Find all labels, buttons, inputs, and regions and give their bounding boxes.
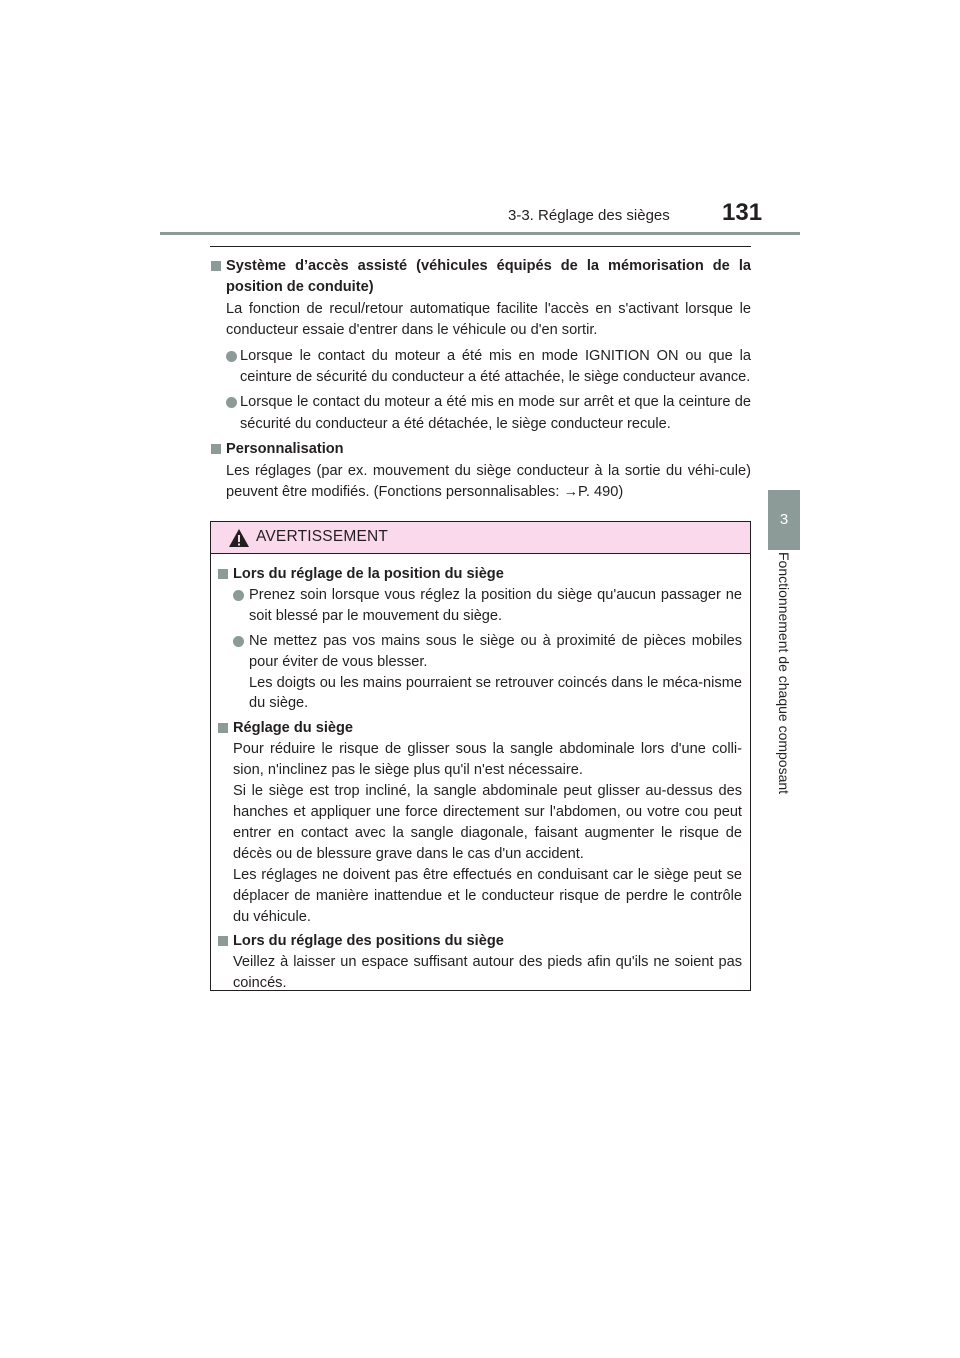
section-text: Les réglages (par ex. mouvement du siège conducteur à la sortie du véhi-cule) peuvent être modifiés. (Fonctions personnalisables: →P. 490) — [226, 462, 751, 501]
section-assisted-access — [210, 256, 751, 435]
list-item — [226, 346, 751, 389]
warning-paragraph: Pour réduire le risque de glisser sous la sangle abdominale lors d'une colli-sion, n'inclinez pas le siège plus qu'il n'est nécessaire. — [233, 741, 742, 779]
page-number: 131 — [722, 199, 763, 226]
section-text: La fonction de recul/retour automatique facilite l'accès en s'activant lorsque le conducteur essaie d'entrer dans le véhicule ou d'en sortir. — [226, 300, 751, 339]
chapter-title: Fonctionnement de chaque composant — [776, 552, 792, 795]
list-item-text: Prenez soin lorsque vous réglez la position du siège qu'aucun passager ne soit blessé par le mouvement du siège. — [249, 586, 742, 624]
header-rule — [160, 232, 800, 235]
header-section-title: 3-3. Réglage des sièges — [508, 207, 670, 224]
warning-section-heading: Lors du réglage de la position du siège — [233, 566, 504, 582]
section-heading: Personnalisation — [226, 441, 344, 458]
warning-section-heading: Lors du réglage des positions du siège — [233, 933, 504, 950]
chapter-number: 3 — [779, 511, 789, 528]
warning-triangle-icon — [228, 528, 250, 548]
section-personalization — [210, 439, 751, 503]
square-bullet-icon — [211, 444, 221, 454]
list-item — [226, 392, 751, 435]
round-bullet-icon — [226, 351, 237, 362]
warning-section — [217, 931, 742, 994]
warning-section — [217, 564, 742, 714]
warning-section-heading: Réglage du siège — [233, 720, 354, 737]
list-item-text: Les doigts ou les mains pourraient se retrouver coincés dans le méca-nisme du siège. — [249, 674, 742, 712]
list-item — [233, 631, 742, 715]
square-bullet-icon — [218, 569, 228, 579]
main-content — [210, 256, 751, 507]
round-bullet-icon — [233, 590, 244, 601]
square-bullet-icon — [211, 261, 221, 271]
content-top-rule — [210, 246, 751, 247]
section-heading: Système d’accès assisté (véhicules équipés de la mémorisation de la position de conduite) — [226, 258, 751, 296]
warning-paragraph: Veillez à laisser un espace suffisant autour des pieds afin qu'ils ne soient pas coincés. — [233, 954, 742, 992]
chapter-tab — [768, 490, 800, 550]
warning-box — [210, 521, 751, 991]
warning-paragraphs — [233, 739, 742, 927]
warning-paragraph: Si le siège est trop incliné, la sangle abdominale peut glisser au-dessus des hanches et appliquer une force directement sur l'abdomen, ou votre cou peut entrer en contact avec la sangle diagonale, faisant augmenter le risque de décès ou de blessure grave dans le cas d'un accident. — [233, 783, 742, 862]
warning-body — [211, 554, 750, 994]
square-bullet-icon — [218, 723, 228, 733]
list-item — [233, 585, 742, 627]
round-bullet-icon — [233, 636, 244, 647]
warning-paragraph: Les réglages ne doivent pas être effectués en conduisant car le siège peut se déplacer de manière inattendue et le conducteur risque de perdre le contrôle du véhicule. — [233, 866, 742, 925]
round-bullet-icon — [226, 397, 237, 408]
warning-header — [211, 522, 750, 554]
list-item-text: Lorsque le contact du moteur a été mis en mode sur arrêt et que la ceinture de sécurité du conducteur a été détachée, le siège conducteur recule. — [240, 394, 751, 432]
square-bullet-icon — [218, 936, 228, 946]
list-item-text: Ne mettez pas vos mains sous le siège ou à proximité de pièces mobiles pour éviter de vous blesser. — [249, 632, 742, 670]
warning-title: AVERTISSEMENT — [256, 528, 389, 545]
list-item-text: Lorsque le contact du moteur a été mis en mode IGNITION ON ou que la ceinture de sécurité du conducteur a été attachée, le siège conducteur avance. — [240, 347, 751, 386]
warning-section — [217, 718, 742, 927]
